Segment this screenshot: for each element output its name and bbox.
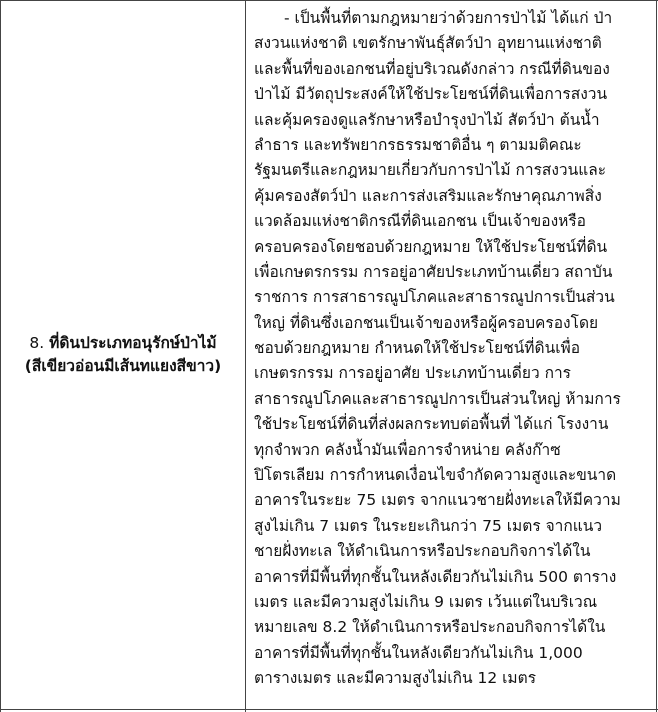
- row-title: ที่ดินประเภทอนุรักษ์ป่าไม้: [49, 334, 217, 352]
- table-bottom-border: [0, 709, 658, 710]
- description-line: อาคารที่มีพื้นที่ทุกชั้นในหลังเดียวกันไม่เกิน 500 ตาราง: [254, 567, 617, 586]
- description-line: สูงไม่เกิน 7 เมตร ในระยะเกินกว่า 75 เมตร จากแนว: [254, 516, 603, 535]
- description-line: ปิโตรเลียม การกำหนดเงื่อนไขจำกัดความสูงและขนาด: [254, 466, 617, 485]
- description-line: รัฐมนตรีและกฎหมายเกี่ยวกับการป่าไม้ การสงวนและ: [254, 161, 607, 180]
- description-line: สาธารณูปโภคและสาธารณูปการเป็นส่วนใหญ่ ห้ามการ: [254, 389, 621, 408]
- description-line: - เป็นพื้นที่ตามกฎหมายว่าด้วยการป่าไม้ ได้แก่ ป่า: [284, 9, 613, 27]
- description-line: หมายเลข 8.2 ให้ดำเนินการหรือประกอบกิจการได้ใน: [254, 618, 606, 637]
- description-line: ราชการ การสาธารณูปโภคและสาธารณูปการเป็นส่วน: [254, 288, 615, 307]
- row-label-subtitle-line: [25, 355, 221, 378]
- description-line: ตารางเมตร และมีความสูงไม่เกิน 12 เมตร: [254, 669, 537, 688]
- description-line: และพื้นที่ของเอกชนที่อยู่บริเวณดังกล่าว กรณีที่ดินของ: [254, 59, 610, 78]
- row-label-cell: [1, 1, 245, 709]
- description-line: ชายฝั่งทะเล ให้ดำเนินการหรือประกอบกิจการได้ใน: [254, 542, 591, 561]
- row-subtitle: (สีเขียวอ่อนมีเส้นทแยงสีขาว): [24, 357, 222, 375]
- table-right-border: [656, 0, 657, 712]
- description-line: แวดล้อมแห่งชาติกรณีที่ดินเอกชน เป็นเจ้าของหรือ: [254, 212, 586, 231]
- row-description-cell: [254, 6, 650, 692]
- description-line: เกษตรกรรม การอยู่อาศัย ประเภทบ้านเดี่ยว การ: [254, 364, 571, 383]
- description-line: ทุกจำพวก คลังน้ำมันเพื่อการจำหน่าย คลังก๊าซ: [254, 440, 561, 459]
- description-line: เพื่อเกษตรกรรม การอยู่อาศัยประเภทบ้านเดี่ยว สถาบัน: [254, 262, 613, 281]
- description-line: ใช้ประโยชน์ที่ดินที่ส่งผลกระทบต่อพื้นที่ ได้แก่ โรงงาน: [254, 415, 609, 434]
- description-line: เมตร และมีความสูงไม่เกิน 9 เมตร เว้นแต่ในบริเวณ: [254, 592, 598, 611]
- description-line: ใหญ่ ที่ดินซึ่งเอกชนเป็นเจ้าของหรือผู้ครอบครองโดย: [254, 313, 599, 332]
- description-line: ชอบด้วยกฎหมาย กำหนดให้ใช้ประโยชน์ที่ดินเพื่อ: [254, 339, 581, 358]
- description-line: คุ้มครองสัตว์ป่า และการส่งเสริมและรักษาคุณภาพสิ่ง: [254, 186, 602, 205]
- description-line: อาคารที่มีพื้นที่ทุกชั้นในหลังเดียวกันไม่เกิน 1,000: [254, 643, 583, 662]
- description-line: ครอบครองโดยชอบด้วยกฎหมาย ให้ใช้ประโยชน์ที่ดิน: [254, 237, 608, 256]
- description-line: และคุ้มครองดูแลรักษาหรือบำรุงป่าไม้ สัตว์ป่า ต้นน้ำ: [254, 110, 600, 129]
- description-line: อาคารในระยะ 75 เมตร จากแนวชายฝั่งทะเลให้มีความ: [254, 491, 621, 510]
- description-line: สงวนแห่งชาติ เขตรักษาพันธุ์สัตว์ป่า อุทยานแห่งชาติ: [254, 34, 602, 53]
- row-label-title-line: [29, 332, 216, 355]
- row-number: 8.: [29, 334, 45, 352]
- description-line: ป่าไม้ มีวัตถุประสงค์ให้ใช้ประโยชน์ที่ดินเพื่อการสงวน: [254, 85, 608, 104]
- description-line: ลำธาร และทรัพยากรธรรมชาติอื่น ๆ ตามมติคณะ: [254, 135, 582, 154]
- column-divider: [245, 0, 246, 712]
